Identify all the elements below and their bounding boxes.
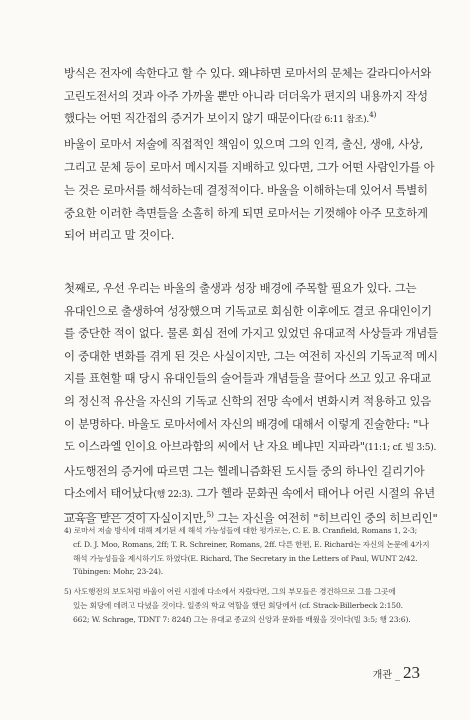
text-line [64, 482, 435, 507]
scripture-reference: (갈 6:11 참조). [310, 115, 369, 126]
paragraph-3 [64, 277, 438, 530]
text-line: 되어 버리고 말 것이다. [64, 228, 175, 243]
text-line: 유대인으로 출생하여 성장했으며 기독교로 회심한 이후에도 결코 유대인이기 [64, 303, 432, 318]
text-line: 방식은 전자에 속한다고 할 수 있다. 왜냐하면 로마서의 문체는 갈라디아서와 [64, 66, 432, 80]
text-line: 지를 표현할 때 당시 유대인들의 술어들과 개념들을 끌어다 쓰고 있고 유대교 [64, 371, 432, 386]
text-line: 는 것은 로마서를 해석하는데 결정적이다. 바울을 이해하는데 있어서 특별히 [64, 182, 428, 197]
footnote-line: cf. D. J. Moo, Romans, 2ff; T. R. Schreiner, Romans, 2ff. 다른 한편, E. Richard는 자신의 논문에 4가지 [73, 539, 430, 549]
text-line [64, 107, 424, 132]
text-segment: 그는 자신을 여전히 "히브리인 중의 히브리인" [213, 511, 438, 526]
text-segment: 도 이스라엘 인이요 아브라함의 씨에서 난 자요 베냐민 지파라" [64, 439, 365, 454]
footnote-5 [64, 585, 424, 626]
text-segment: 그가 헬라 문화권 속에서 태어나 어린 시절의 유년 [192, 486, 435, 501]
footnote-4 [64, 524, 430, 579]
footnote-marker-4[interactable]: 4) [368, 110, 377, 120]
text-segment: 다소에서 태어났다 [64, 486, 154, 501]
page-number: 23 [403, 663, 420, 682]
text-line: 고린도전서의 것과 아주 가까울 뿐만 아니라 더더욱가 편지의 내용까지 작성 [64, 88, 428, 103]
scripture-reference: (행 22:3). [153, 490, 193, 501]
text-line: 중요한 이러한 측면들을 소홀히 하게 되면 로마서는 기껏해야 아주 모호하게 [64, 205, 428, 220]
page-footer [373, 663, 420, 683]
paragraph-2 [64, 133, 435, 247]
text-segment: 했다는 어떤 직간접의 증거가 보이지 않기 때문이다 [64, 111, 311, 126]
main-text [64, 62, 438, 530]
text-line [64, 435, 437, 460]
text-line: 사도행전의 증거에 따르면 그는 헬레니즘화된 도시들 중의 하나인 길리기아 [64, 463, 425, 478]
footnote-line: Tübingen: Mohr, 23-24). [73, 567, 164, 577]
text-line: 첫째로, 우선 우리는 바울의 출생과 성장 배경에 주목할 필요가 있다. 그는 [64, 281, 417, 296]
text-line: 의 정신적 유산을 자신의 기독교 신학의 전망 속에서 변화시켜 적용하고 있음 [64, 394, 432, 409]
footer-separator: _ [395, 670, 400, 681]
footnote-line: 4) 로마서 저술 방식에 대해 제기된 세 해석 가능성들에 대한 평가로는, C. E. B. Cranfield, Romans 1, 2-3; [64, 526, 418, 535]
paragraph-1 [64, 62, 432, 132]
footnote-line: 있는 회당에 데려고 다녔을 것이다. 일종의 학교 역할을 했던 회당에서 (cf. Strack-Billerbeck 2:150. [73, 600, 403, 610]
footnotes [64, 524, 430, 627]
text-line: 이 중대한 변화를 겪게 된 것은 사실이지만, 그는 여전히 자신의 기독교적 메시 [64, 348, 438, 363]
text-line: 이 분명하다. 바울도 로마서에서 자신의 배경에 대해서 이렇게 진술한다: "나 [64, 416, 429, 431]
footnote-marker-5[interactable]: 5) [206, 510, 214, 520]
footnote-line: 해석 가능성들을 제시하기도 하였다(E. Richard, The Secretary in the Letters of Paul, WUNT 2/42. [73, 553, 418, 563]
text-line: 그리고 문체 등이 로마서 메시지를 지배하고 있다면, 그가 어떤 사람인가를 아 [64, 159, 435, 174]
footnote-line: 662; W. Schrage, TDNT 7: 824f) 그는 유대교 종교의 신앙과 문화를 배웠을 것이다(빌 3:5; 행 23:6). [73, 614, 411, 624]
section-title: 개관 [372, 670, 392, 681]
text-line: 를 중단한 적이 없다. 물론 회심 전에 가지고 있었던 유대교적 사상들과 개념들 [64, 326, 438, 341]
footnote-line: 5) 사도행전의 보도처럼 바울이 어린 시절에 다소에서 자랐다면, 그의 부모들은 경건하므로 그를 그곳에 [64, 587, 396, 597]
scripture-reference: (11:1; cf. 빌 3:5). [364, 443, 437, 454]
text-line: 바울이 로마서 저술에 직접적인 책임이 있으며 그의 인격, 출신, 생애, 사상, [64, 137, 424, 152]
footnote-divider [64, 513, 156, 514]
text-segment: 교육을 받은 것이 사실이지만, [64, 511, 207, 526]
